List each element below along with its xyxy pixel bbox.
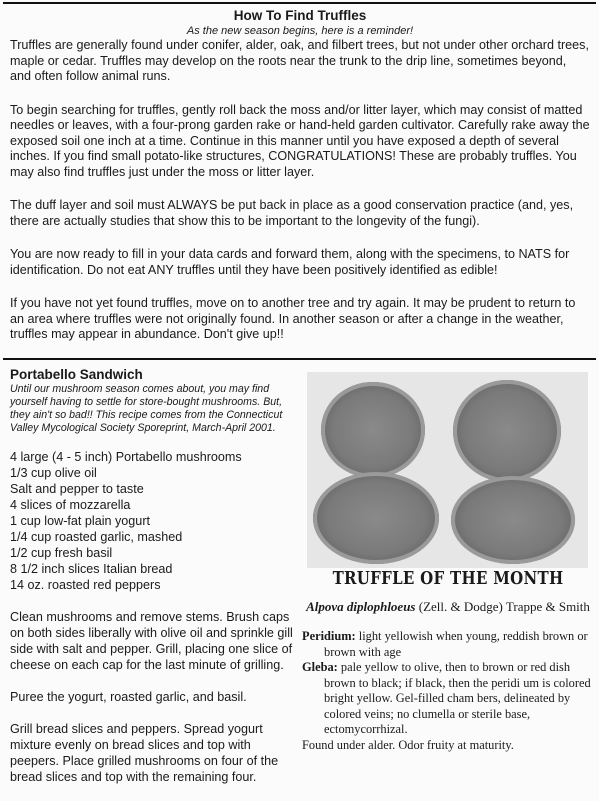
ingredient: Salt and pepper to taste (10, 482, 144, 496)
ingredient: 1/3 cup olive oil (10, 466, 97, 480)
truffle-of-month-heading: TRUFFLE OF THE MONTH (332, 567, 564, 589)
ingredient: 1/4 cup roasted garlic, mashed (10, 530, 183, 544)
species-italic: Alpova diplophloeus (306, 599, 416, 614)
gleba-description (302, 660, 594, 738)
truffle-specimen (451, 476, 575, 564)
gleba-text: pale yellow to olive, then to brown or red dish brown to black; if black, then the peridi um is colored bright yellow. Gel-filled cham bers, delineated by colored veins; no clumella or sterile base, ectomycorrhizal. (324, 660, 591, 736)
ingredient-list (10, 449, 297, 593)
truffle-photo (307, 372, 588, 568)
ingredient: 4 large (4 - 5 inch) Portabello mushrooms (10, 450, 242, 464)
recipe-intro: Until our mushroom season comes about, you may find yourself having to settle for store-bought mushrooms. But, they ain't so bad!! This recipe comes from the Connecticut Valley Mycological Society Sporeprint, March-April 2001. (10, 383, 283, 434)
ingredient: 1/2 cup fresh basil (10, 546, 113, 560)
peridium-term: Peridium: (302, 629, 356, 643)
paragraph: If you have not yet found truffles, move on to another tree and try again. It may be prudent to return to an area where truffles were not originally found. In another season or after a change in the weather, truffles may appear in abundance. Don't give up!! (10, 296, 576, 341)
peridium-description (302, 629, 594, 660)
truffle-specimen (453, 380, 561, 482)
paragraph: The duff layer and soil must ALWAYS be put back in place as a good conservation practice (and, yes, there are actually studies that show this to be important to the longevity of the fungi). (10, 198, 574, 228)
section-divider (3, 358, 596, 360)
species-authority: (Zell. & Dodge) Trappe & Smith (415, 599, 590, 614)
recipe-step: Grill bread slices and peppers. Spread yogurt mixture evenly on bread slices and top with peepers. Place grilled mushrooms on four of the bread slices and top with the remaining four. (10, 722, 279, 784)
ingredient: 8 1/2 inch slices Italian bread (10, 562, 173, 576)
paragraph: You are now ready to fill in your data cards and forward them, along with the specimens, to NATS for identification. Do not eat ANY truffles until they have been positively identified as edible! (10, 247, 570, 277)
ingredient: 14 oz. roasted red peppers (10, 578, 161, 592)
truffle-of-the-month (302, 569, 594, 753)
found-note: Found under alder. Odor fruity at maturity. (302, 737, 514, 752)
recipe-step: Clean mushrooms and remove stems. Brush caps on both sides liberally with olive oil and sprinkle gill side with salt and pepper. Grill, placing one slice of cheese on each cap for the last minute of grilling. (10, 610, 293, 672)
peridium-text: light yellowish when young, reddish brown or brown with age (324, 629, 588, 659)
recipe-title: Portabello Sandwich (10, 367, 143, 382)
article-title: How To Find Truffles (233, 8, 367, 23)
top-rule (3, 2, 596, 4)
ingredient: 1 cup low-fat plain yogurt (10, 514, 151, 528)
paragraph: Truffles are generally found under conifer, alder, oak, and filbert trees, but not under other orchard trees, maple or cedar. Truffles may develop on the roots near the trunk to the drip line, sometimes beyond, and often follow animal runs. (10, 38, 589, 83)
how-to-find-truffles-article (10, 7, 590, 361)
truffle-specimen (313, 472, 439, 564)
species-name (302, 599, 594, 615)
gleba-term: Gleba: (302, 660, 338, 674)
truffle-specimen (321, 382, 425, 478)
ingredient: 4 slices of mozzarella (10, 498, 131, 512)
recipe-step: Puree the yogurt, roasted garlic, and basil. (10, 690, 247, 704)
article-subtitle: As the new season begins, here is a reminder! (186, 25, 414, 37)
portabello-sandwich-recipe (10, 366, 297, 801)
paragraph: To begin searching for truffles, gently roll back the moss and/or litter layer, which may consist of matted needles or leaves, with a four-prong garden rake or hand-held garden cultivator. Carefully rake away the exposed soil one inch at a time. Continue in this manner until you have exposed a depth of several inches. If you find small potato-like structures, CONGRATULATIONS! These are probably truffles. You may also find truffles just under the moss or litter layer. (10, 102, 590, 179)
